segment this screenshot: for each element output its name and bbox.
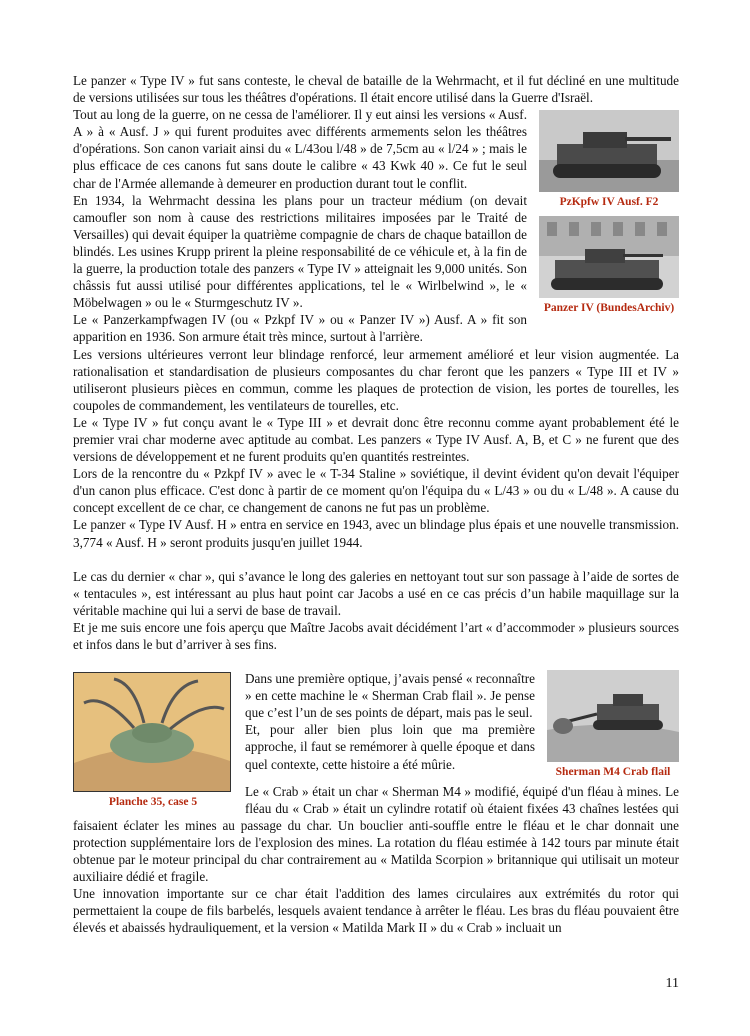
figure-pzkpfw-iv-f2 <box>539 110 679 316</box>
paragraph: Le « Crab » était un char « Sherman M4 » modifié, équipé d'un fléau à mines. Le fléau du « Crab » était un cylindre rotatif où étaient fixées 43 chaînes lestées qui faisaient éclater les mines au passage du char. Un bouclier anti-souffle entre le fléau et le char donnait une protection supplémentaire lors de l'explosion des mines. La rotation du fléau estimée à 142 tours par minute était obtenue par le moteur principal du char contrairement au « Matilda Scorpion » britannique qui utilisait un moteur auxiliaire dédié et fragile. <box>73 783 679 885</box>
photo-sherman-crab <box>547 670 679 762</box>
caption-sherman-crab: Sherman M4 Crab flail <box>555 766 671 779</box>
document-body <box>73 72 679 937</box>
photo-tank-f2 <box>539 110 679 192</box>
paragraph: Le « Type IV » fut conçu avant le « Type III » et devrait donc être reconnu comme ayant probablement été le premier vrai char moderne avec aptitude au combat. Les panzers « Type IV Ausf. A, B, et C » ne furent que des versions de développement et ne furent produits qu'en quantités restreintes. <box>73 414 679 465</box>
paragraph: En 1934, la Wehrmacht dessina les plans pour un tracteur médium (on devait camoufler son nom à cause des restrictions militaires imposées par le Traité de Versailles) qui devait équiper la quatrième compagnie de chars de chaque bataillon de blindés. Les usines Krupp prirent la pleine responsabilité de ce véhicule et, à la fin de la guerre, la production totale des panzers « Type IV » atteignait les 9,000 unités. Son châssis fut aussi utilisé pour différentes applications, tel le « Wirlbelwind », le « Möbelwagen » ou le « Sturmgeschutz IV ». <box>73 192 527 311</box>
figure-sherman-crab <box>547 670 679 780</box>
paragraph: Le panzer « Type IV » fut sans conteste, le cheval de bataille de la Wehrmacht, et il fut décliné en une multitude de versions utilisées sur tous les théâtres d'opérations. Il était encore utilisé dans la Guerre d'Israël. <box>73 73 679 106</box>
paragraph: Dans une première optique, j’avais pensé « reconnaître » en cette machine le « Sherman Crab flail ». Je pense que c’est l’un de ses points de départ, mais pas le seul. <box>245 671 536 721</box>
paragraph: Une innovation importante sur ce char était l'addition des lames circulaires aux extrémités du rotor qui permettaient la coupe de fils barbelés, lesquels avaient tendance à arrêter le fléau. Les bras du fléau pouvaient être élevés et abaissés hydrauliquement, et la version « Matilda Mark II » du « Crab » incluait un <box>73 886 679 936</box>
page-number: 11 <box>665 976 679 991</box>
paragraph: Tout au long de la guerre, on ne cessa de l'améliorer. Il y eut ainsi les versions « Ausf. A » à « Ausf. J » qui furent produites avec différents armements selon les théâtres d'opérations. Son canon variait ainsi du « L/43ou l/48 » de 7,5cm au « l/24 » ; mais le plus efficace de ces canons fut sans doute le calibre « 43 Kwk 40 ». Ce fut le seul char de l'Armée allemande à demeurer en production durant tout le conflit. <box>73 107 527 191</box>
paragraph: Et, pour aller bien plus loin que ma première approche, il faut se remémorer à quelle époque et dans quel contexte, cette histoire a été mûrie. <box>245 722 535 772</box>
figure-planche-35 <box>73 672 233 810</box>
paragraph: Les versions ultérieures verront leur blindage renforcé, leur armement amélioré et leur vision augmentée. La rationalisation et standardisation de plusieurs composantes du char feront que les panzers « Type III et IV » utiliseront plusieurs pièces en commun, comme les plaques de protection de vision, les portes de tourelles, les coupoles de commandement, les ventilateurs de tourelles, etc. <box>73 346 679 413</box>
caption-planche-35: Planche 35, case 5 <box>108 796 198 809</box>
comic-panel-image <box>73 672 231 792</box>
paragraph: Lors de la rencontre du « Pzkpf IV » avec le « T-34 Staline » soviétique, il devint évident qu'on devait l'équiper d'un canon plus efficace. C'est donc à partir de ce moment qu'on l'équipa du « L/43 » ou du « L/48 ». A cause du concept excellent de ce char, ce changement de canons ne fut pas un problème. <box>73 466 679 516</box>
paragraph: Et je me suis encore une fois aperçu que Maître Jacobs avait décidément l’art « d’accommoder » plusieurs sources et infos dans le but d’arriver à ses fins. <box>73 619 679 652</box>
paragraph: Le « Panzerkampfwagen IV (ou « Pzkpf IV » ou « Panzer IV ») Ausf. A » fit son apparition en 1936. Son armure était très mince, surtout à l'arrière. <box>73 312 527 345</box>
caption-panzer-iv-bundesarchiv: Panzer IV (BundesArchiv) <box>543 302 675 315</box>
photo-panzer-iv-bundesarchiv <box>539 216 679 298</box>
paragraph: Le panzer « Type IV Ausf. H » entra en service en 1943, avec un blindage plus épais et une nouvelle transmission. 3,774 « Ausf. H » seront produits jusqu'en juillet 1944. <box>73 517 679 550</box>
paragraph: Le cas du dernier « char », qui s’avance le long des galeries en nettoyant tout sur son passage à l’aide de sortes de « tentacules », est intéressant au plus haut point car Jacobs a usé en ce cas précis d’un habile maquillage sur la véritable machine qui lui a servi de base de travail. <box>73 568 679 618</box>
caption-pzkpfw-iv-f2: PzKpfw IV Ausf. F2 <box>559 196 659 209</box>
